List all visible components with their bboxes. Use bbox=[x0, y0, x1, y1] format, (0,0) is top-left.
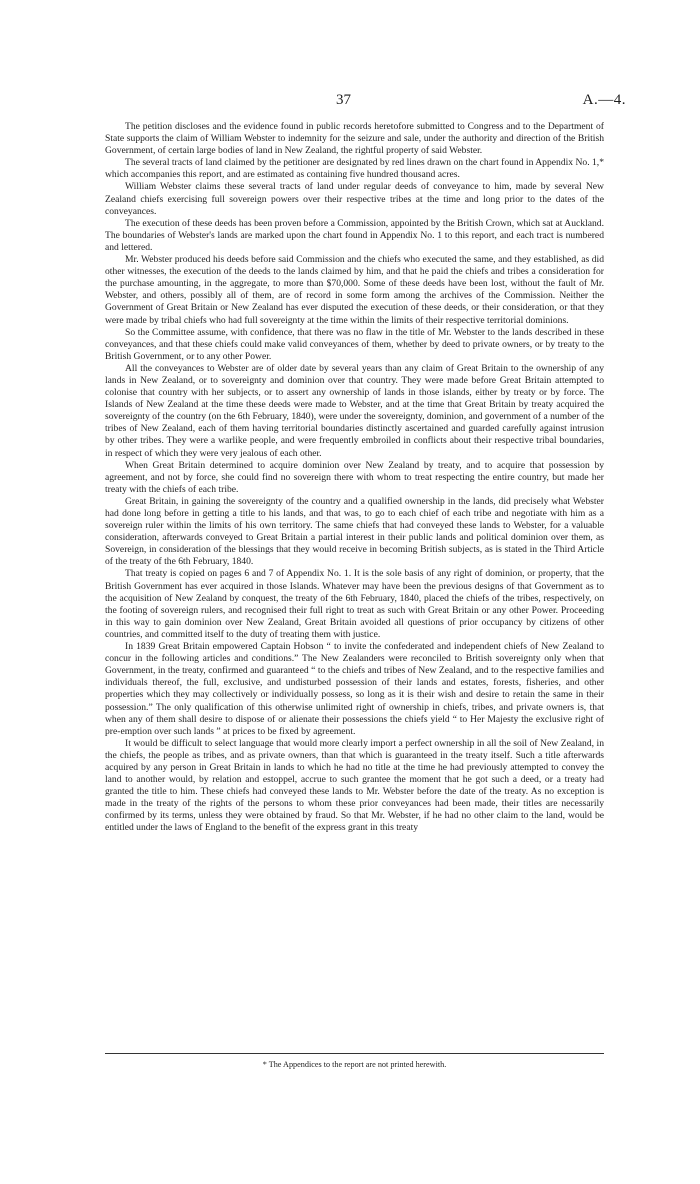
paragraph-webster-deeds: Mr. Webster produced his deeds before said Commission and the chiefs who executed the same, and they established, as did other witnesses, the execution of the deeds to the lands claimed by him, and that he paid the chiefs and tribes a consideration for the purchase amounting, in the aggregate, to more than $70,000. Some of these deeds have been lost, without the fault of Mr. Webster, and others, possibly all of them, are of record in some form among the archives of the Commission. Neither the Government of Great Britain or New Zealand has ever disputed the execution of these deeds, or their consideration, or that they were made by tribal chiefs who had full sovereignty at the time within the limits of their respective territorial dominions. bbox=[105, 254, 604, 326]
paragraph-commission: The execution of these deeds has been proven before a Commission, appointed by the British Crown, which sat at Auckland. The boundaries of Webster's lands are marked upon the chart found in Appendix No. 1 to this report, and each tract is numbered and lettered. bbox=[105, 217, 604, 253]
paragraph-ownership: It would be difficult to select language that would more clearly import a perfect ownership in all the soil of New Zealand, in the chiefs, the people as tribes, and as private owners, than that which is guaranteed in the treaty itself. Such a title afterwards acquired by any person in Great Britain in lands to which he had no title at the time he had previously attempted to convey the land to another would, by relation and estoppel, accrue to such grantee the moment that he got such a deed, or a treaty had granted the title to him. These chiefs had conveyed these lands to Mr. Webster before the date of the treaty. As no exception is made in the treaty of the rights of the persons to whom these prior conveyances had been made, their titles are necessarily confirmed by its terms, unless they were obtained by fraud. So that Mr. Webster, if he had no other claim to the land, would be entitled under the laws of England to the benefit of the express grant in this treaty bbox=[105, 737, 604, 834]
footnote-divider bbox=[105, 1053, 604, 1054]
document-reference: A.—4. bbox=[582, 92, 626, 108]
paragraph-treaty-basis: That treaty is copied on pages 6 and 7 of Appendix No. 1. It is the sole basis of any right of dominion, or property, that the British Government has ever acquired in those Islands. Whatever may have been the previous designs of that Government as to the acquisition of New Zealand by conquest, the treaty of the 6th February, 1840, placed the chiefs of the tribes, respectively, on the footing of sovereign rulers, and recognised their full right to treat as such with Great Britain or any other Power. Proceeding in this way to gain dominion over New Zealand, Great Britain avoided all questions of prior occupancy by citizens of other countries, and committed itself to the duty of treating them with justice. bbox=[105, 568, 604, 640]
paragraph-committee: So the Committee assume, with confidence, that there was no flaw in the title of Mr. Webster to the lands described in these conveyances, and that these chiefs could make valid conveyances of them, whether by deed to private owners, or by treaty to the British Government, or to any other Power. bbox=[105, 326, 604, 362]
paragraph-deeds-claim: William Webster claims these several tracts of land under regular deeds of conveyance to him, made by several New Zealand chiefs exercising full sovereign powers over their respective tribes at the time and long prior to the dates of the conveyances. bbox=[105, 181, 604, 217]
paragraph-petition: The petition discloses and the evidence found in public records heretofore submitted to Congress and to the Department of State supports the claim of William Webster to indemnity for the seizure and sale, under the authority and direction of the British Government, of certain large bodies of land in New Zealand, the rightful property of said Webster. bbox=[105, 121, 604, 157]
paragraph-hobson: In 1839 Great Britain empowered Captain Hobson “ to invite the confederated and independent chiefs of New Zealand to concur in the following articles and conditions.” The New Zealanders were reconciled to British sovereignty only when that Government, in the treaty, confirmed and guaranteed “ to the chiefs and tribes of New Zealand, and to the respective families and individuals thereof, the full, exclusive, and undisturbed possession of their lands and estates, forests, fisheries, and other properties which they may collectively or individually possess, so long as it is their wish and desire to retain the same in their possession.” The only qualification of this otherwise unlimited right of ownership in chiefs, tribes, and private owners is, that when any of them shall desire to dispose of or alienate their possessions the chiefs yield “ to Her Majesty the exclusive right of pre-emption over such lands ” at prices to be fixed by agreement. bbox=[105, 641, 604, 737]
paragraph-tracts: The several tracts of land claimed by the petitioner are designated by red lines drawn on the chart found in Appendix No. 1,* which accompanies this report, and are estimated as containing five hundred thousand acres. bbox=[105, 157, 605, 181]
page-number: 37 bbox=[336, 92, 351, 108]
paragraph-dominion: When Great Britain determined to acquire dominion over New Zealand by treaty, and to acquire that possession by agreement, and not by force, she could find no sovereign there with whom to treat respecting the entire country, but made her treaty with the chiefs of each tribe. bbox=[105, 459, 604, 495]
paragraph-conveyances: All the conveyances to Webster are of older date by several years than any claim of Great Britain to the ownership of any lands in New Zealand, or to sovereignty and dominion over that country. They were made before Great Britain attempted to colonise that country with her subjects, or to assert any ownership of lands in those islands, either by treaty or by force. The Islands of New Zealand at the time these deeds were made to Webster, and at the time that Great Britain by treaty acquired the sovereignty of the country (on the 6th February, 1840), were under the sovereignty, dominion, and government of a number of the tribes of New Zealand, each of them having territorial boundaries distinctly ascertained and guarded carefully against intrusion by other tribes. They were a warlike people, and were frequently embroiled in conflicts about their respective tribal boundaries, in respect of which they were very jealous of each other. bbox=[105, 362, 604, 459]
page-header bbox=[0, 92, 700, 112]
footnote: * The Appendices to the report are not printed herewith. bbox=[262, 1060, 447, 1069]
paragraph-sovereignty: Great Britain, in gaining the sovereignty of the country and a qualified ownership in the lands, did precisely what Webster had done long before in getting a title to his lands, and that was, to go to each chief of each tribe and negotiate with him as a sovereign ruler within the limits of his own territory. The same chiefs that had conveyed these lands to Webster, for a valuable consideration, afterwards conveyed to Great Britain a partial interest in their public lands and political dominion over them, as Sovereign, in consideration of the blessings that they would receive in becoming British subjects, as is stated in the Third Article of the treaty of the 6th February, 1840. bbox=[105, 495, 604, 568]
body-text bbox=[105, 121, 604, 835]
